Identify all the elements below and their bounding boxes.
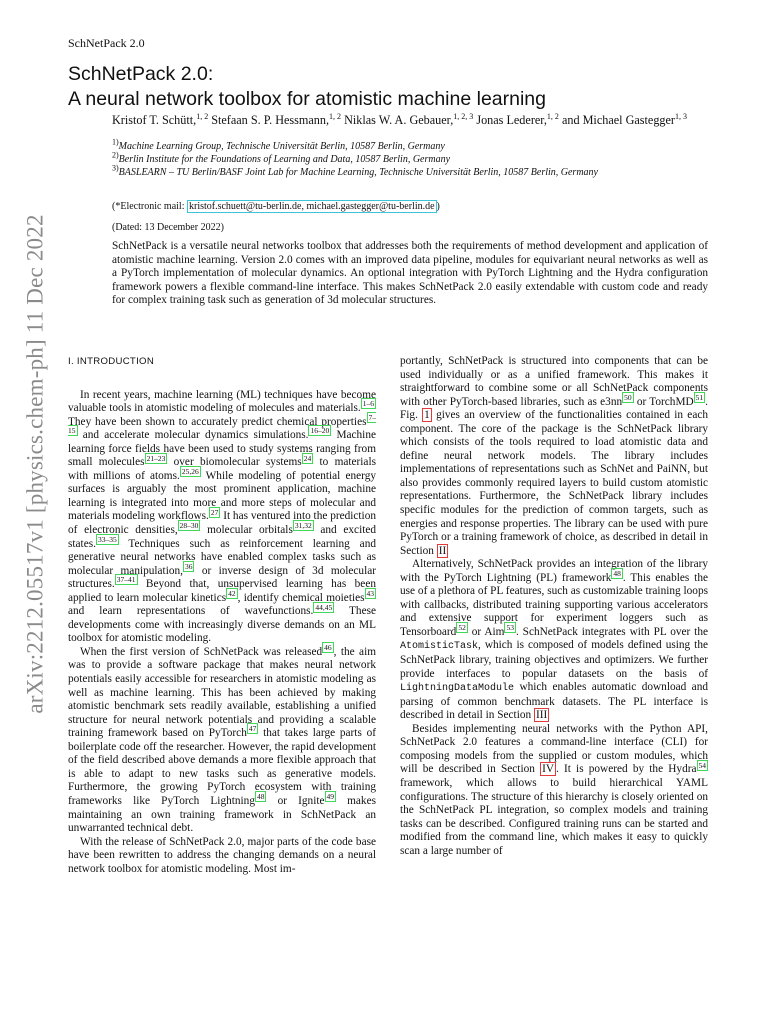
citation-link[interactable]: 37–41 [116, 575, 136, 585]
citation-link[interactable]: 51 [695, 392, 704, 402]
citation-link[interactable]: 1–6 [362, 399, 374, 409]
citation-link[interactable]: 33–35 [97, 534, 117, 544]
citation-link[interactable]: 31,32 [294, 521, 312, 531]
title-line-1: SchNetPack 2.0: [68, 63, 214, 85]
text-run: or Ignite [266, 794, 325, 807]
citation-link[interactable]: 52 [458, 623, 466, 633]
citation-link[interactable]: 42 [228, 588, 236, 598]
affiliation [112, 137, 672, 153]
citation-link[interactable]: 54 [698, 760, 706, 770]
author-affiliation-marker: 1, 2 [329, 112, 342, 121]
cross-reference-link[interactable]: 1 [424, 409, 430, 422]
affiliation-text: Berlin Institute for the Foundations of Learning and Data, 10587 Berlin, Germany [118, 154, 451, 166]
citation-link[interactable]: 49 [326, 792, 334, 802]
text-run: Besides implementing neural networks with the Python API, SchNetPack 2.0 features a command-line interface (CLI) for composing models from the supplied or custom modules, which will be described in Section [400, 722, 708, 776]
text-run: It has ventured into the prediction of electronic densities, [68, 510, 376, 537]
text-run: Alternatively, SchNetPack provides an integration of the library with the PyTorch Lightning (PL) framework [400, 558, 708, 584]
text-run: or inverse design of 3d molecular structures. [68, 564, 376, 591]
cross-reference-link[interactable]: IV [542, 763, 554, 776]
affiliation-list [112, 137, 672, 180]
affiliation-number: 2) [112, 150, 119, 160]
body-paragraph [68, 643, 377, 836]
paper-title [68, 62, 708, 112]
affiliation-text: Machine Learning Group, Technische Universität Berlin, 10587 Berlin, Germany [118, 141, 445, 152]
affiliation-number: 1) [112, 137, 119, 147]
text-run: that takes large parts of boilerplate code off the researcher. However, the rapid development of the field described above demands a more flexible approach that is able to adapt to new tasks such as generative models. Furthermore, the growing PyTorch ecosystem with training frameworks like PyTorch Lightning [68, 727, 377, 807]
text-run: or Aim [467, 625, 505, 638]
author-name: Jonas Lederer, [473, 113, 547, 128]
text-run: , identify chemical moieties [237, 591, 365, 604]
body-paragraph [400, 558, 708, 723]
text-run: portantly, SchNetPack is structured into components that can be used individually or as a unified framework. This makes it straightforward to combine some or all SchNetPack components with other PyTorch-based libraries, such as e3nn [400, 355, 708, 408]
abstract: SchNetPack is a versatile neural networks toolbox that addresses both the requirements of method development and application of atomistic machine learning. Version 2.0 comes with an improved data pipeline, modules for equivariant neural networks as well as a PyTorch implementation of molecular dynamics. An optional integration with PyTorch Lightning and the Hydra configuration framework powers a flexible command-line interface. This makes SchNetPack 2.0 easily extendable with custom code and ready for complex training task such as generation of 3d molecular structures. [112, 240, 708, 307]
text-run: Techniques such as reinforcement learning and generative neural networks have enabled complex tasks such as molecular manipulation, [68, 537, 376, 577]
author-name: Stefaan S. P. Hessmann, [208, 113, 330, 128]
left-column [68, 355, 376, 876]
text-run: Machine learning force fields have been used to study systems ranging from small molecules [68, 429, 376, 469]
text-run: framework, which allows to build hierarchical YAML configurations. The structure of this hierarchy is closely oriented on the SchNetPack PL integration, so complex models and training tasks can be described. Configured training runs can be started and modified from the command line, which makes it easy to quickly scan a large number of [400, 776, 708, 857]
dated-line: (Dated: 13 December 2022) [112, 222, 224, 233]
citation-link[interactable]: 44,45 [315, 602, 333, 612]
email-line [112, 201, 440, 212]
citation-link[interactable]: 25,26 [181, 467, 199, 477]
citation-link[interactable]: 53 [506, 623, 514, 633]
text-run: . SchNetPack integrates with PL over the [515, 625, 708, 638]
author-affiliation-marker: 1, 2, 3 [453, 112, 474, 121]
text-run: . This enables the use of a plethora of PL features, such as customizable training loops with callbacks, distributed training supporting various accelerators and extensive support for experiment loggers such as Tensorboard [400, 571, 708, 638]
citation-link[interactable]: 48 [256, 792, 265, 802]
citation-link[interactable]: 47 [248, 724, 257, 734]
title-line-2: A neural network toolbox for atomistic machine learning [68, 88, 546, 110]
text-run: gives an overview of the functionalities contained in each component. The core of the package is the SchNetPack library which consists of the tools required to load atomistic data and define neural network models. The library includes implementations of representations such as SchNet and PaiNN, but also provides commonly required layers to build custom atomistic representations. Furthermore, the SchNetPack library includes specific modules for the prediction of common targets, such as energies and response properties. The library can be used with pure PyTorch or a training framework of choice, as described in detail in Section [400, 409, 708, 557]
email-link[interactable]: kristof.schuett@tu-berlin.de, michael.gastegger@tu-berlin.de [188, 201, 435, 212]
text-run: . Fig. [400, 395, 708, 422]
text-run: molecular orbitals [200, 524, 293, 537]
body-paragraph [68, 389, 376, 646]
arxiv-identifier-text: arXiv:2212.05517v1 [physics.chem-ph] 11 Dec 2022 [23, 214, 49, 714]
citation-link[interactable]: 16–20 [310, 426, 330, 436]
author-affiliation-marker: 1, 2 [546, 112, 559, 121]
author-name: and Michael Gastegger [558, 113, 675, 128]
text-run: and excited states. [68, 524, 377, 550]
text-run: , the aim was to provide a software package that makes neural network potentials easily accessible for researchers in atomistic modeling as well as machine learning. This has been achieved by making atomistic benchmark sets readily available, establishing a unified structure for neural network potentials and providing a scalable training framework based on PyTorch [68, 645, 376, 740]
text-run: These developments come with increasingly diverse demands on an ML toolbox for atomistic modeling. [68, 605, 376, 645]
running-head: SchNetPack 2.0 [68, 36, 145, 50]
affiliation [112, 166, 672, 179]
citation-link[interactable]: 28–30 [179, 521, 199, 531]
affiliation-text: BASLEARN – TU Berlin/BASF Joint Lab for Machine Learning, Technische Universität Berlin, 10587 Berlin, Germany [118, 167, 598, 179]
text-run: and accelerate molecular dynamics simulations. [77, 429, 309, 442]
text-run: In recent years, machine learning (ML) techniques have become valuable tools in atomistic modeling of molecules and materials. [68, 388, 376, 415]
citation-link[interactable]: 24 [303, 453, 312, 463]
body-paragraph [68, 836, 376, 877]
citation-link[interactable]: 46 [324, 643, 332, 653]
citation-link[interactable]: 27 [210, 507, 219, 517]
text-run: , which is composed of models defined using the SchNetPack library, training objectives and optimizers. We further provide interfaces to popular datasets on the basis of [400, 639, 708, 680]
citation-link[interactable]: 7–15 [68, 412, 376, 436]
section-heading: I. INTRODUCTION [68, 356, 155, 367]
text-run: When the first version of SchNetPack was released [80, 645, 323, 658]
text-run: makes maintaining an own training framework in SchNetPack an unwarranted technical debt. [68, 794, 376, 835]
affiliation-number: 3) [112, 164, 119, 174]
author-list [112, 109, 708, 128]
cross-reference-link[interactable]: II [438, 544, 447, 557]
code-identifier: LightningDataModule [400, 683, 515, 695]
code-identifier: AtomisticTask [400, 641, 479, 653]
cross-reference-link[interactable]: III [535, 709, 548, 722]
citation-link[interactable]: 50 [624, 392, 632, 402]
text-run: With the release of SchNetPack 2.0, major parts of the code base have been rewritten to address the changing demands on a neural network toolbox for atomistic modeling. Most im- [68, 835, 376, 875]
citation-link[interactable]: 48 [613, 568, 621, 578]
text-run: which enables automatic download and parsing of common benchmark datasets. The PL interface is described in detail in Section [400, 681, 708, 722]
text-run: and learn representations of wavefunctions. [68, 605, 314, 618]
author-name: Kristof T. Schütt, [112, 113, 197, 128]
email-prefix: (*Electronic mail: [112, 201, 187, 212]
author-name: Niklas W. A. Gebauer, [341, 113, 454, 128]
text-run: . It is powered by the Hydra [555, 763, 697, 776]
right-column [400, 355, 708, 858]
author-affiliation-marker: 1, 3 [674, 112, 687, 121]
affiliation [112, 150, 672, 166]
text-run: Beyond that, unsupervised learning has been applied to learn molecular kinetics [68, 578, 376, 604]
citation-link[interactable]: 43 [366, 588, 375, 598]
body-paragraph [400, 355, 708, 558]
text-run: or TorchMD [633, 395, 694, 408]
email-suffix: ) [436, 201, 440, 212]
citation-link[interactable]: 21–23 [146, 453, 166, 463]
arxiv-identifier-stamp [14, 214, 58, 714]
text-run: over biomolecular systems [167, 456, 302, 469]
text-run: to materials with millions of atoms. [68, 456, 376, 482]
body-paragraph [400, 723, 708, 858]
text-run: While modeling of potential energy surfaces is arguably the most prominent application, machine learning is integrated into more and more steps of molecular and materials modeling workflows. [68, 469, 376, 523]
citation-link[interactable]: 36 [184, 561, 193, 571]
text-run: They have been shown to accurately predict chemical properties [68, 415, 367, 428]
author-affiliation-marker: 1, 2 [196, 112, 209, 121]
